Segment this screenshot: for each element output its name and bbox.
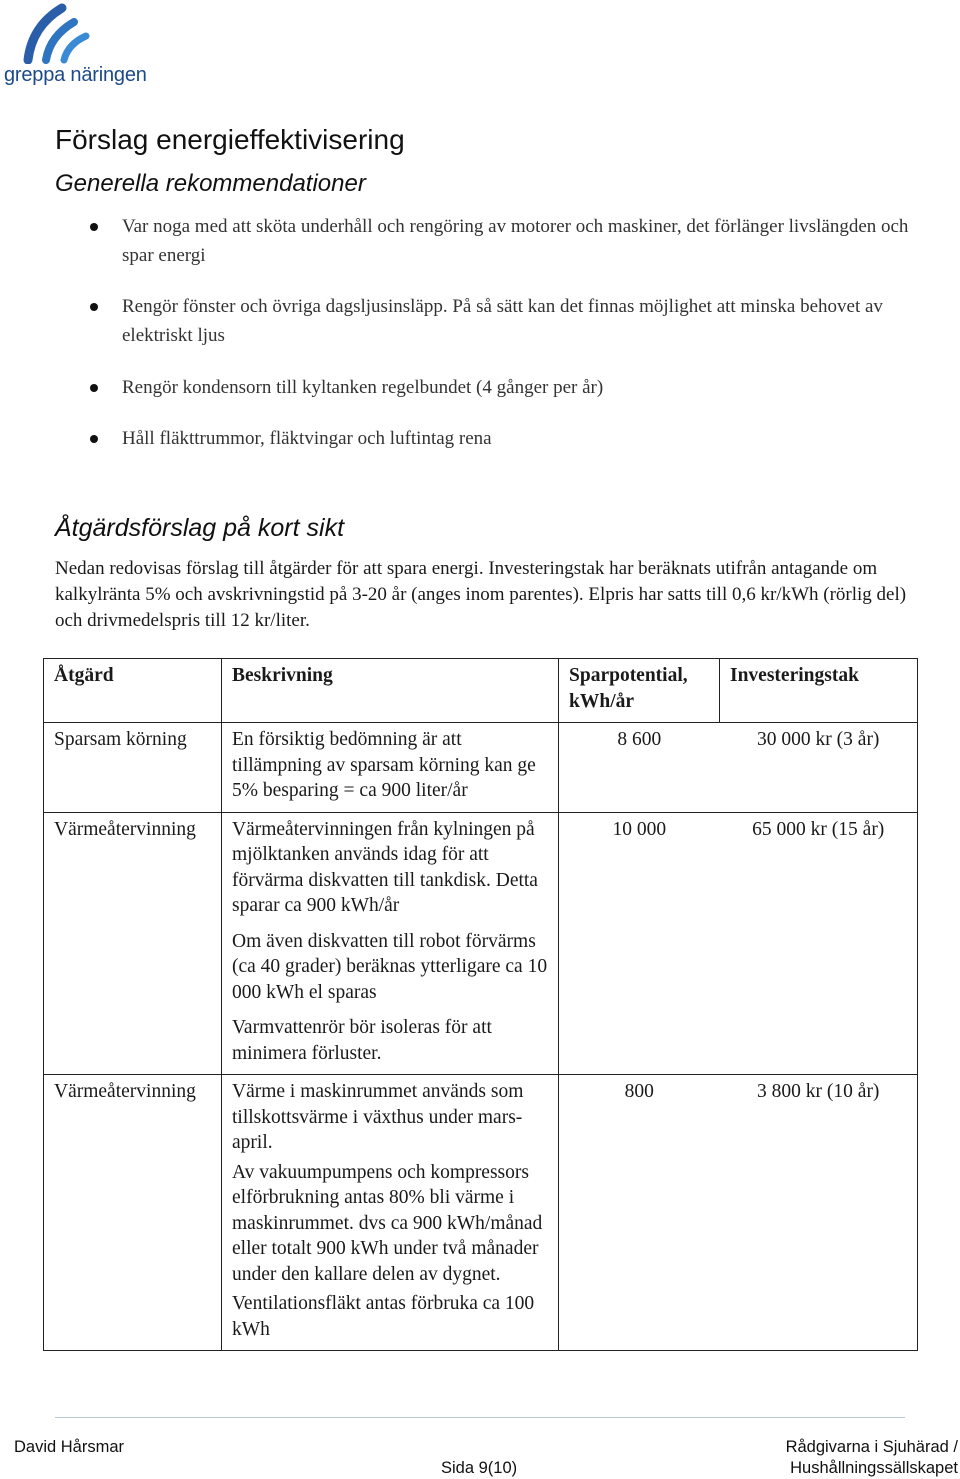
list-item-text: Håll fläkttrummor, fläktvingar och luftintag rena <box>122 428 492 449</box>
cell-action: Värmeåtervinning <box>44 1075 222 1351</box>
bullet-icon <box>90 303 98 311</box>
logo <box>4 2 164 90</box>
list-item <box>90 373 910 402</box>
bullet-icon <box>90 223 98 231</box>
footer-page-number: Sida 9(10) <box>441 1459 518 1477</box>
column-header-action: Åtgärd <box>44 659 222 723</box>
table-row <box>44 812 918 1075</box>
description-paragraph: Om även diskvatten till robot förvärms (ca 40 grader) beräknas ytterligare ca 10 000 kWh el sparas <box>232 930 548 1003</box>
logo-text: greppa näringen <box>4 64 147 86</box>
footer-org-line-1: Rådgivarna i Sjuhärad / <box>785 1438 958 1456</box>
column-header-savings: Sparpotential, kWh/år <box>559 659 720 723</box>
description-paragraph: En försiktig bedömning är att tillämpning av sparsam körning kan ge 5% besparing = ca 900 liter/år <box>232 729 536 801</box>
cell-investment: 3 800 kr (10 år) <box>720 1075 918 1351</box>
list-item-text: Rengör fönster och övriga dagsljusinsläpp. På så sätt kan det finnas möjlighet att minska behovet av elektriskt ljus <box>122 296 883 346</box>
section-heading-general: Generella rekommendationer <box>55 170 366 197</box>
bullet-icon <box>90 384 98 392</box>
cell-savings: 10 000 <box>559 812 720 1075</box>
measures-table <box>43 658 918 1351</box>
footer-author: David Hårsmar <box>14 1438 125 1456</box>
logo-arcs-icon <box>22 2 94 64</box>
description-paragraph: Värmeåtervinningen från kylningen på mjölktanken används idag för att förvärma diskvatten till tankdisk. Detta sparar ca 900 kWh/år <box>232 818 538 916</box>
table-header-row <box>44 659 918 723</box>
page-title: Förslag energieffektivisering <box>55 124 405 155</box>
list-item <box>90 292 910 350</box>
cell-description <box>222 723 559 813</box>
cell-description <box>222 812 559 1075</box>
cell-savings: 8 600 <box>559 723 720 813</box>
cell-investment: 30 000 kr (3 år) <box>720 723 918 813</box>
cell-investment: 65 000 kr (15 år) <box>720 812 918 1075</box>
description-paragraph: Värme i maskinrummet används som tillskottsvärme i växthus under mars-april. <box>232 1081 524 1153</box>
column-header-investment: Investeringstak <box>720 659 918 723</box>
footer-divider <box>55 1417 905 1418</box>
intro-paragraph: Nedan redovisas förslag till åtgärder för att spara energi. Investeringstak har beräknats utifrån antagande om kalkylränta 5% och avskrivningstid på 3-20 år (anges inom parentes). Elpris har satts till 0,6 kr/kWh (rörlig del) och drivmedelspris till 12 kr/liter. <box>55 558 907 631</box>
cell-action: Värmeåtervinning <box>44 812 222 1075</box>
cell-savings: 800 <box>559 1075 720 1351</box>
cell-action: Sparsam körning <box>44 723 222 813</box>
list-item <box>90 424 910 453</box>
section-heading-short-term: Åtgärdsförslag på kort sikt <box>55 514 345 542</box>
list-item-text: Var noga med att sköta underhåll och rengöring av motorer och maskiner, det förlänger livslängden och spar energi <box>122 216 909 266</box>
column-header-description: Beskrivning <box>222 659 559 723</box>
cell-description <box>222 1075 559 1351</box>
description-paragraph: Ventilationsfläkt antas förbruka ca 100 kWh <box>232 1293 535 1340</box>
table-row <box>44 1075 918 1351</box>
description-paragraph: Av vakuumpumpens och kompressors elförbrukning antas 80% bli värme i maskinrummet. dvs ca 900 kWh/månad eller totalt 900 kWh under två månader under den kallare delen av dygnet. <box>232 1161 543 1285</box>
footer-org-line-2: Hushållningssällskapet <box>790 1459 958 1477</box>
list-item <box>90 212 910 270</box>
bullet-icon <box>90 435 98 443</box>
description-paragraph: Varmvattenrör bör isoleras för att minimera förluster. <box>232 1017 492 1064</box>
table-row <box>44 723 918 813</box>
list-item-text: Rengör kondensorn till kyltanken regelbundet (4 gånger per år) <box>122 377 604 398</box>
